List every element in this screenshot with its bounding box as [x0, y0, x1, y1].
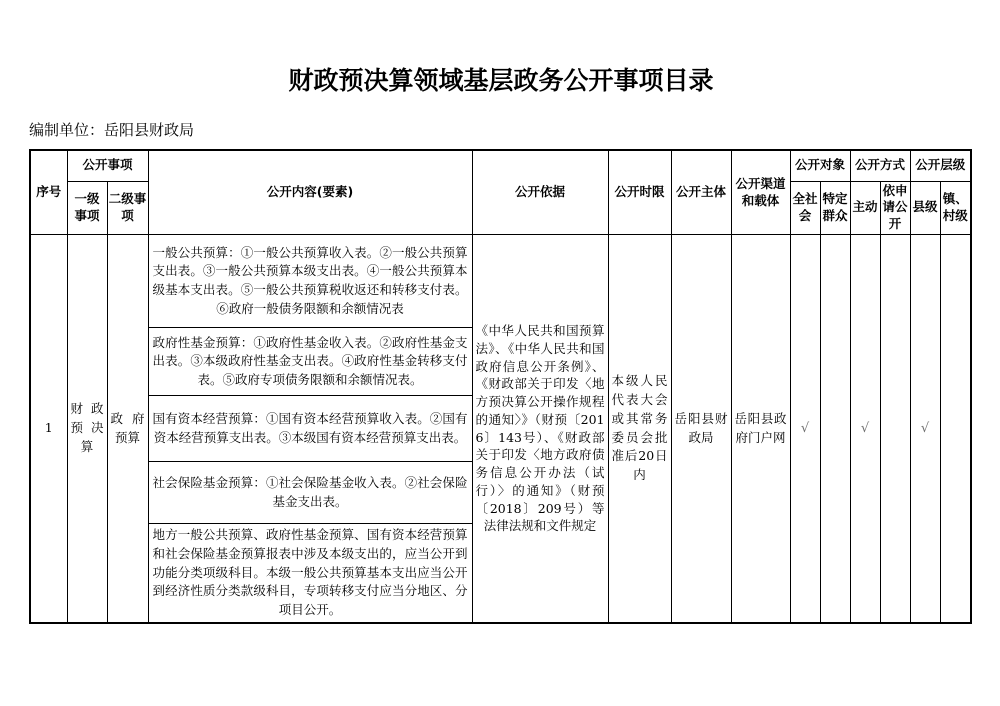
header-county: 县级: [910, 181, 940, 235]
compiling-unit-label: 编制单位：岳阳县财政局: [29, 121, 195, 139]
header-group-level: 公开层级: [910, 150, 971, 181]
header-channel: 公开渠道和载体: [731, 150, 790, 235]
cell-channel: 岳阳县政府门户网: [731, 235, 790, 623]
cell-content-social-insurance-budget: 社会保险基金预算：①社会保险基金收入表。②社会保险基金支出表。: [148, 462, 472, 524]
header-town: 镇、村级: [940, 181, 971, 235]
cell-basis: 《中华人民共和国预算法》、《中华人民共和国政府信息公开条例》、《财政部关于印发〈地方预决算公开操作规程的通知〉》（财预〔2016〕143号）、《财政部关于印发〈地方政府债务信息公开办法（试行）〉的通知》（财预〔2018〕209号）等法律法规和文件规定: [472, 235, 608, 623]
header-society: 全社会: [790, 181, 820, 235]
header-request: 依申请公开: [880, 181, 910, 235]
cell-serial-no: 1: [30, 235, 67, 623]
page-title: 财政预决算领域基层政务公开事项目录: [288, 66, 714, 95]
header-specific: 特定群众: [820, 181, 850, 235]
cell-level2-item: 政府预算: [107, 235, 148, 623]
cell-content-govfund-budget: 政府性基金预算：①政府性基金收入表。②政府性基金支出表。③本级政府性基金支出表。④政府性基金转移支付表。⑤政府专项债务限额和余额情况表。: [148, 328, 472, 396]
checkmark-specific: [820, 235, 850, 623]
cell-content-local-budget-detail: 地方一般公共预算、政府性基金预算、国有资本经营预算和社会保险基金预算报表中涉及本级支出的，应当公开到功能分类项级科目。本级一般公共预算基本支出应当公开到经济性质分类款级科目，专项转移支付应当分地区、分项目公开。: [148, 524, 472, 623]
header-timelimit: 公开时限: [608, 150, 671, 235]
header-subject: 公开主体: [671, 150, 731, 235]
checkmark-town: [940, 235, 971, 623]
cell-content-state-capital-budget: 国有资本经营预算：①国有资本经营预算收入表。②国有资本经营预算支出表。③本级国有资本经营预算支出表。: [148, 396, 472, 462]
header-group-method: 公开方式: [850, 150, 910, 181]
header-group-target: 公开对象: [790, 150, 850, 181]
table-row: [30, 235, 971, 328]
header-basis: 公开依据: [472, 150, 608, 235]
disclosure-catalog-table: [29, 149, 972, 624]
checkmark-request: [880, 235, 910, 623]
checkmark-county: √: [910, 235, 940, 623]
checkmark-active: √: [850, 235, 880, 623]
cell-subject: 岳阳县财政局: [671, 235, 731, 623]
header-group-items: 公开事项: [67, 150, 148, 181]
header-level1: 一级事项: [67, 181, 107, 235]
checkmark-society: √: [790, 235, 820, 623]
header-active: 主动: [850, 181, 880, 235]
cell-level1-item: 财政预决算: [67, 235, 107, 623]
cell-content-general-budget: 一般公共预算：①一般公共预算收入表。②一般公共预算支出表。③一般公共预算本级支出表。④一般公共预算本级基本支出表。⑤一般公共预算税收返还和转移支付表。⑥政府一般债务限额和余额情况表: [148, 235, 472, 328]
header-content: 公开内容(要素): [148, 150, 472, 235]
header-level2: 二级事项: [107, 181, 148, 235]
cell-timelimit: 本级人民代表大会或其常务委员会批准后20日内: [608, 235, 671, 623]
header-no: 序号: [30, 150, 67, 235]
